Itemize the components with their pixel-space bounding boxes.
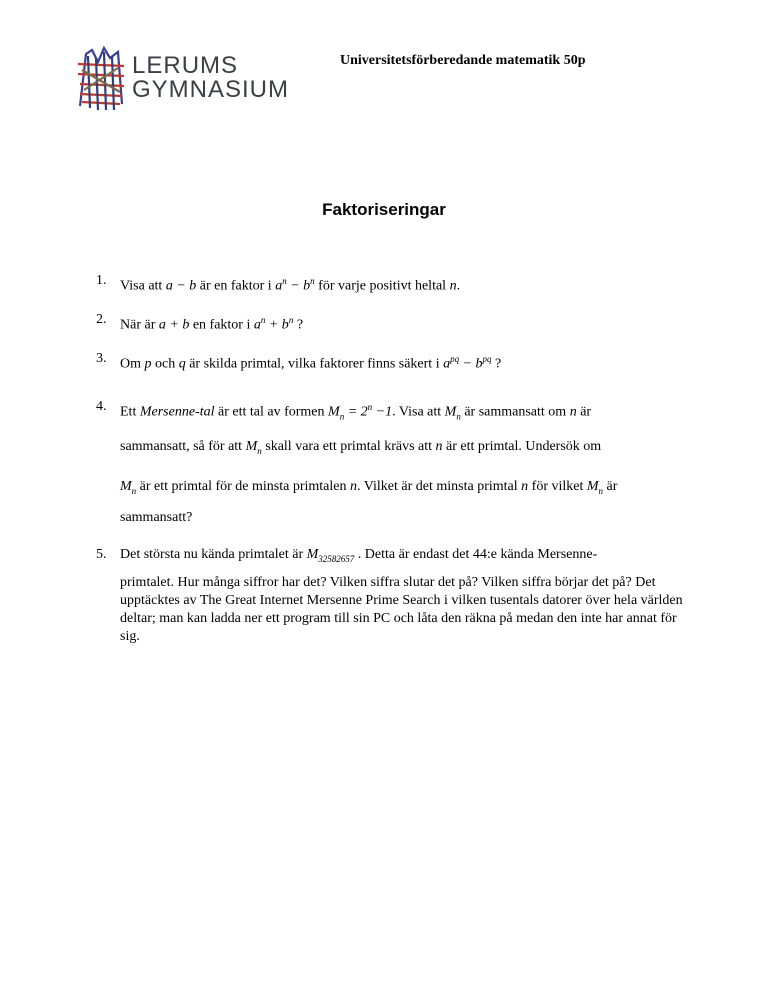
question-number: 1. — [96, 273, 107, 288]
text: är skilda primtal, vilka faktorer finns säkert i — [185, 356, 444, 372]
math: n — [435, 439, 443, 454]
math-subscript: n — [257, 445, 262, 456]
logo-line-1: LERUMS — [132, 52, 239, 79]
math: M — [245, 439, 258, 454]
text: skall vara ett primtal krävs att — [261, 439, 436, 454]
math: M — [328, 404, 340, 420]
question-4-line-4: sammansatt? — [120, 510, 193, 525]
term: Mersenne-tal — [139, 404, 215, 420]
question-5-line-1 — [120, 546, 695, 564]
math-subscript: 32582657 — [318, 553, 355, 564]
math-exponent: pq — [482, 354, 492, 364]
math: n — [521, 479, 529, 494]
text: sammansatt, så för att — [120, 439, 246, 454]
text: Visa att — [120, 278, 166, 294]
math-exponent: n — [310, 276, 315, 286]
math: −1 — [372, 404, 393, 420]
math: M — [586, 479, 599, 494]
text: Ett — [120, 404, 140, 420]
logo-line-2: GYMNASIUM — [132, 76, 290, 103]
text: Det största nu kända primtalet är — [120, 547, 307, 562]
math: a — [253, 317, 261, 333]
text: . Visa att — [392, 404, 445, 420]
question-4-line-3 — [120, 478, 695, 496]
question-4-line-1 — [120, 398, 695, 422]
math: p — [144, 356, 152, 372]
text: ? — [293, 317, 304, 333]
text: När är — [120, 317, 159, 333]
text: är — [576, 404, 592, 420]
math: − b — [459, 356, 483, 372]
document-title: Faktoriseringar — [322, 200, 446, 219]
question-5-paragraph: primtalet. Hur många siffror har det? Vilken siffra slutar det på? Vilken siffra börjar det på? Det upptäcktes av The Great Internet Mersenne Prime Search i vilken tusentals datorer över hela världen deltar; man kan ladda ner ett program till sin PC och låta den räkna på medan den inte har annat för sig. — [120, 575, 683, 644]
question-number: 4. — [96, 399, 107, 414]
math: M — [120, 479, 132, 494]
text: är — [603, 479, 618, 494]
math: M — [306, 547, 319, 562]
text: är en faktor i — [196, 278, 276, 294]
text: . — [456, 278, 461, 294]
text: för vilket — [528, 479, 587, 494]
math: a + b — [158, 317, 190, 333]
text: . Vilket är det minsta primtal — [357, 479, 522, 494]
text: Om — [120, 356, 145, 372]
math: a − b — [165, 278, 197, 294]
math: q — [178, 356, 186, 372]
question-number: 5. — [96, 547, 107, 562]
school-logo — [74, 44, 304, 114]
math-exponent: n — [282, 276, 287, 286]
math-subscript: n — [339, 411, 345, 422]
math-subscript: n — [131, 485, 137, 496]
question-4-line-2 — [120, 438, 695, 456]
math: a — [275, 278, 283, 294]
math: a — [443, 356, 451, 372]
question-number: 3. — [96, 351, 107, 366]
text: en faktor i — [189, 317, 254, 333]
math: + b — [265, 317, 289, 333]
math-subscript: n — [598, 485, 604, 496]
math: M — [444, 404, 457, 420]
math-exponent: pq — [450, 354, 460, 364]
text: . Detta är endast det 44:e kända Mersenne- — [354, 547, 598, 562]
question-number: 2. — [96, 312, 107, 327]
text: och — [151, 356, 179, 372]
logo-emblem-icon — [74, 44, 130, 114]
text: är sammansatt om — [460, 404, 570, 420]
text: är ett primtal för de minsta primtalen — [136, 479, 350, 494]
header-title: Universitetsförberedande matematik 50p — [340, 53, 586, 68]
math: n — [569, 404, 577, 420]
text: ? — [491, 356, 502, 372]
math: − b — [286, 278, 311, 294]
logo-text — [132, 54, 289, 102]
text: är ett tal av formen — [214, 404, 329, 420]
math: = 2 — [344, 404, 368, 420]
math-exponent: n — [367, 402, 373, 412]
text: är ett primtal. Undersök om — [442, 439, 602, 454]
math-subscript: n — [456, 411, 461, 422]
math: n — [449, 278, 457, 294]
text: för varje positivt heltal — [314, 278, 450, 294]
math-exponent: n — [288, 315, 294, 325]
math: n — [350, 479, 357, 494]
math-exponent: n — [260, 315, 266, 325]
